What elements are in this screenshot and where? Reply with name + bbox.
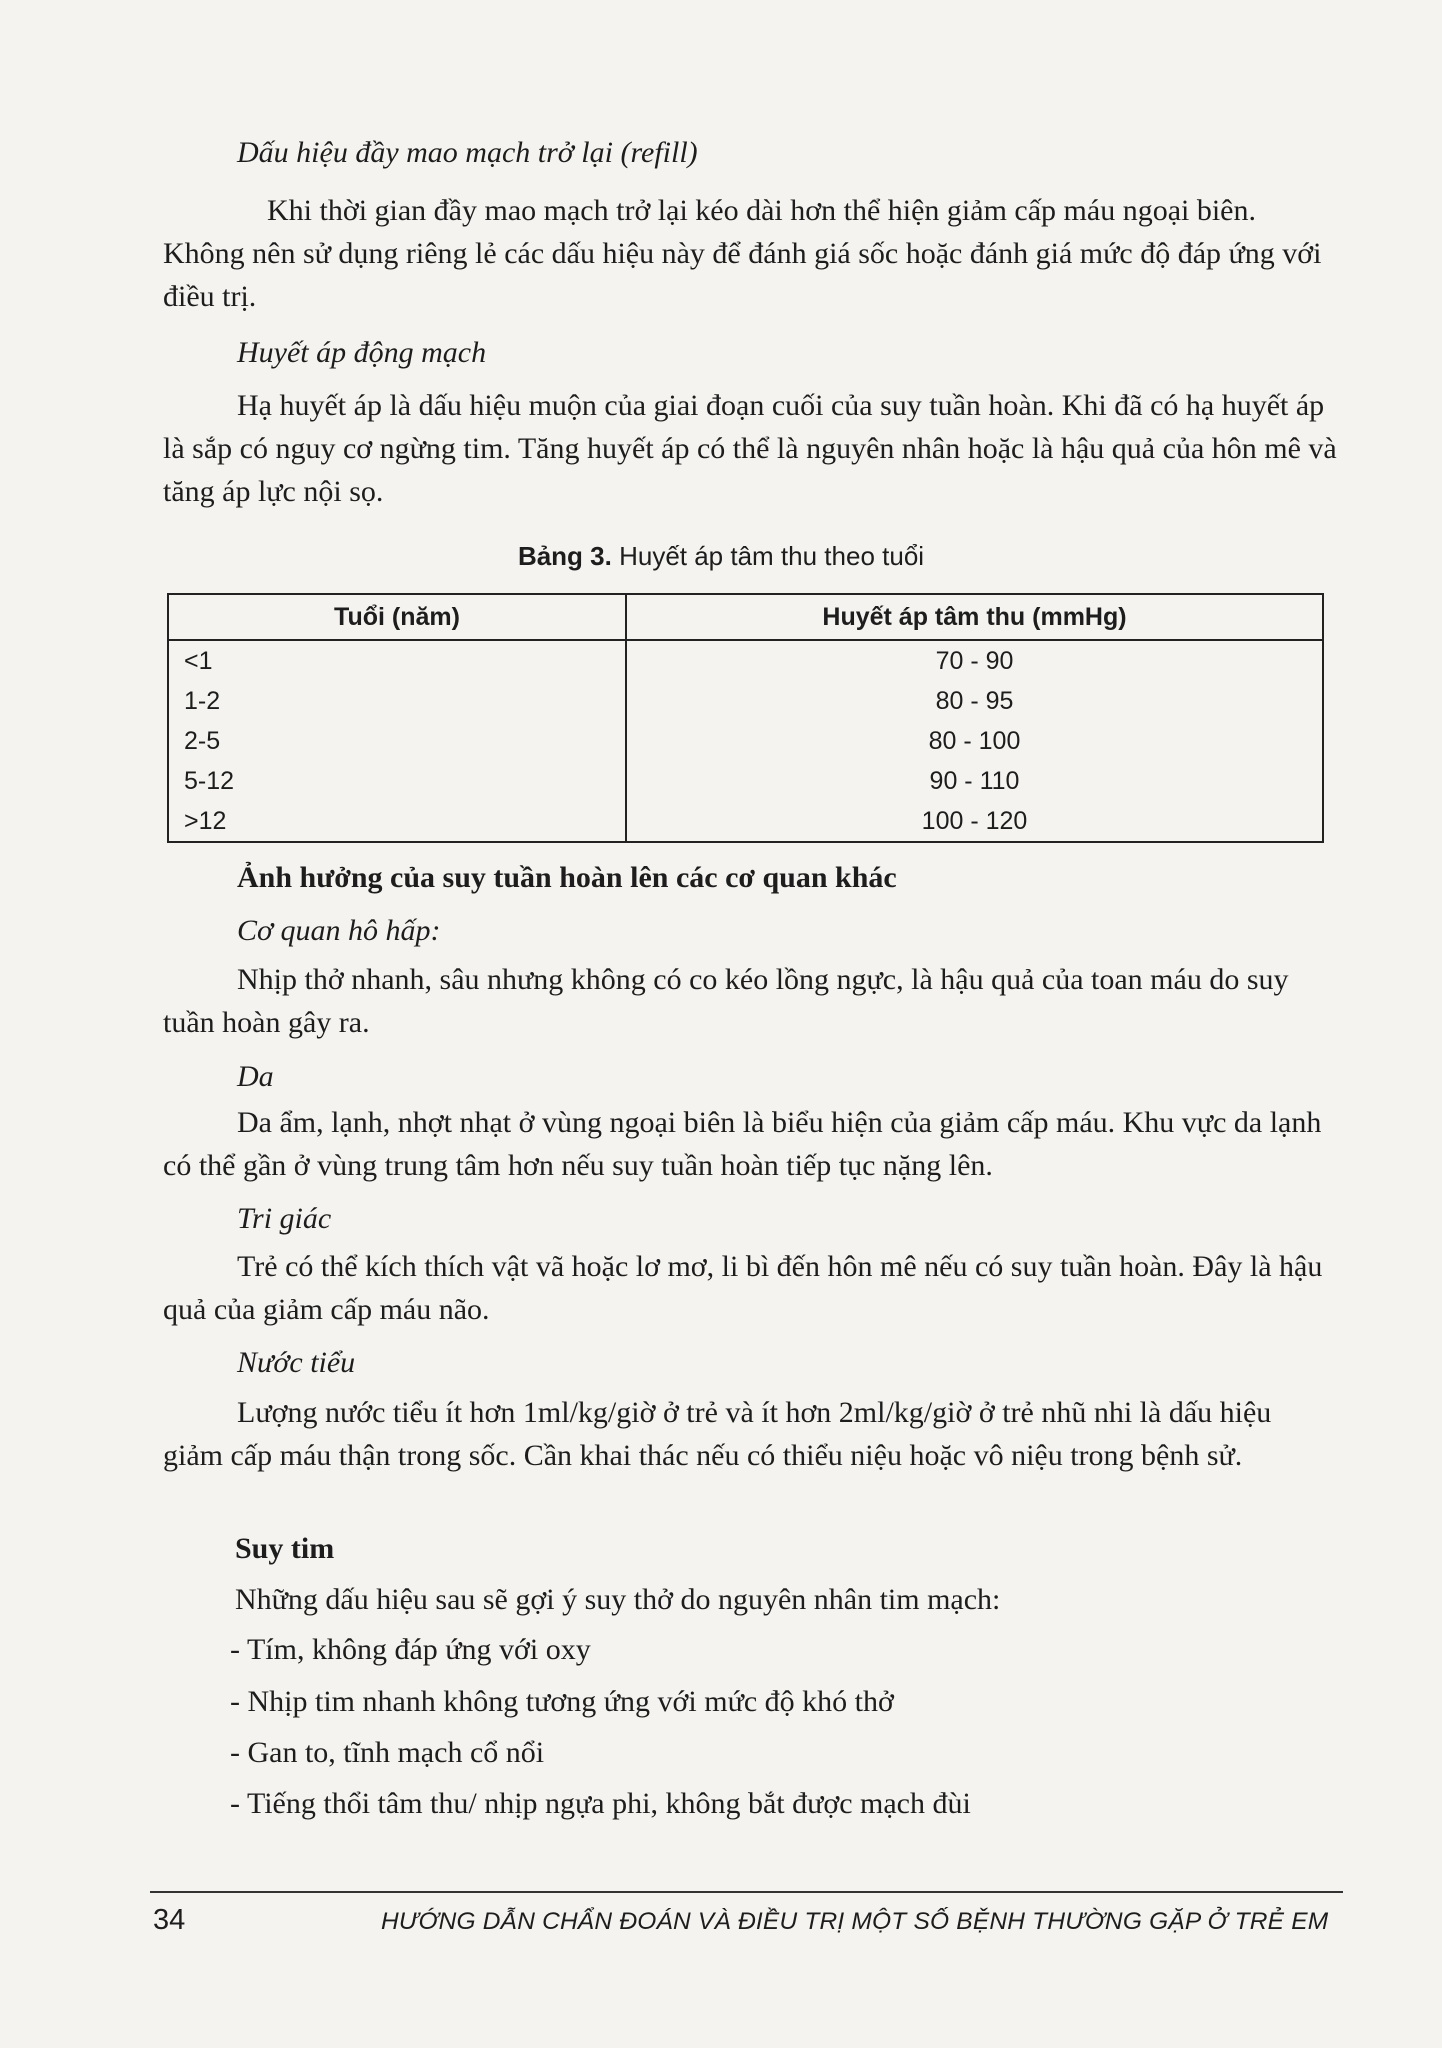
urine-heading: Nước tiểu: [237, 1346, 356, 1379]
table-row: [168, 681, 1323, 721]
skin-paragraph: Da ẩm, lạnh, nhợt nhạt ở vùng ngoại biên là biểu hiện của giảm cấp máu. Khu vực da lạnh có thể gần ở vùng trung tâm hơn nếu suy tuần hoàn tiếp tục nặng lên.: [163, 1106, 1322, 1182]
footer-divider: [150, 1891, 1343, 1893]
table-cell-bp: 100 - 120: [626, 801, 1323, 842]
heart-failure-intro: Những dấu hiệu sau sẽ gợi ý suy thở do nguyên nhân tim mạch:: [235, 1583, 1001, 1616]
table-row: [168, 721, 1323, 761]
list-item: - Nhịp tim nhanh không tương ứng với mức độ khó thở: [230, 1685, 894, 1718]
table-cell-age: >12: [168, 801, 626, 842]
table-caption-text: Huyết áp tâm thu theo tuổi: [611, 541, 925, 571]
cognition-paragraph: Trẻ có thể kích thích vật vã hoặc lơ mơ, li bì đến hôn mê nếu có suy tuần hoàn. Đây là hậu quả của giảm cấp máu não.: [163, 1250, 1323, 1326]
heart-failure-heading: Suy tim: [235, 1532, 335, 1565]
skin-heading: Da: [237, 1060, 274, 1093]
table-cell-bp: 80 - 100: [626, 721, 1323, 761]
table-caption: [0, 541, 1442, 572]
bp-table: [167, 593, 1324, 843]
table-cell-bp: 70 - 90: [626, 640, 1323, 681]
table-row: [168, 761, 1323, 801]
refill-heading: Dấu hiệu đầy mao mạch trở lại (refill): [237, 136, 698, 169]
list-item: - Tím, không đáp ứng với oxy: [230, 1633, 591, 1666]
resp-heading: Cơ quan hô hấp:: [237, 914, 441, 947]
list-item: - Tiếng thổi tâm thu/ nhịp ngựa phi, không bắt được mạch đùi: [230, 1787, 971, 1820]
page-number: 34: [153, 1904, 186, 1936]
table-row: [168, 801, 1323, 842]
running-title: HƯỚNG DẪN CHẨN ĐOÁN VÀ ĐIỀU TRỊ MỘT SỐ BỆNH THƯỜNG GẶP Ở TRẺ EM: [381, 1908, 1329, 1935]
table-cell-bp: 80 - 95: [626, 681, 1323, 721]
table-cell-age: <1: [168, 640, 626, 681]
effects-heading: Ảnh hưởng của suy tuần hoàn lên các cơ quan khác: [237, 861, 897, 894]
table-header-bp: Huyết áp tâm thu (mmHg): [626, 594, 1323, 640]
table-cell-age: 1-2: [168, 681, 626, 721]
table-header-age: Tuổi (năm): [168, 594, 626, 640]
resp-paragraph: Nhịp thở nhanh, sâu nhưng không có co kéo lồng ngực, là hậu quả của toan máu do suy tuần hoàn gây ra.: [163, 963, 1289, 1039]
cognition-heading: Tri giác: [237, 1202, 332, 1235]
table-caption-label: Bảng 3.: [517, 541, 612, 571]
bp-heading: Huyết áp động mạch: [237, 336, 487, 369]
list-item: - Gan to, tĩnh mạch cổ nổi: [230, 1736, 545, 1769]
table-cell-bp: 90 - 110: [626, 761, 1323, 801]
urine-paragraph: Lượng nước tiểu ít hơn 1ml/kg/giờ ở trẻ và ít hơn 2ml/kg/giờ ở trẻ nhũ nhi là dấu hiệu giảm cấp máu thận trong sốc. Cần khai thác nếu có thiểu niệu hoặc vô niệu trong bệnh sử.: [163, 1396, 1272, 1472]
bp-paragraph: Hạ huyết áp là dấu hiệu muộn của giai đoạn cuối của suy tuần hoàn. Khi đã có hạ huyết áp là sắp có nguy cơ ngừng tim. Tăng huyết áp có thể là nguyên nhân hoặc là hậu quả của hôn mê và tăng áp lực nội sọ.: [163, 389, 1337, 508]
table-cell-age: 5-12: [168, 761, 626, 801]
table-row: [168, 640, 1323, 681]
table-cell-age: 2-5: [168, 721, 626, 761]
refill-paragraph: Khi thời gian đầy mao mạch trở lại kéo dài hơn thể hiện giảm cấp máu ngoại biên. Không nên sử dụng riêng lẻ các dấu hiệu này để đánh giá sốc hoặc đánh giá mức độ đáp ứng với điều trị.: [163, 194, 1322, 313]
table-header-row: [168, 594, 1323, 640]
